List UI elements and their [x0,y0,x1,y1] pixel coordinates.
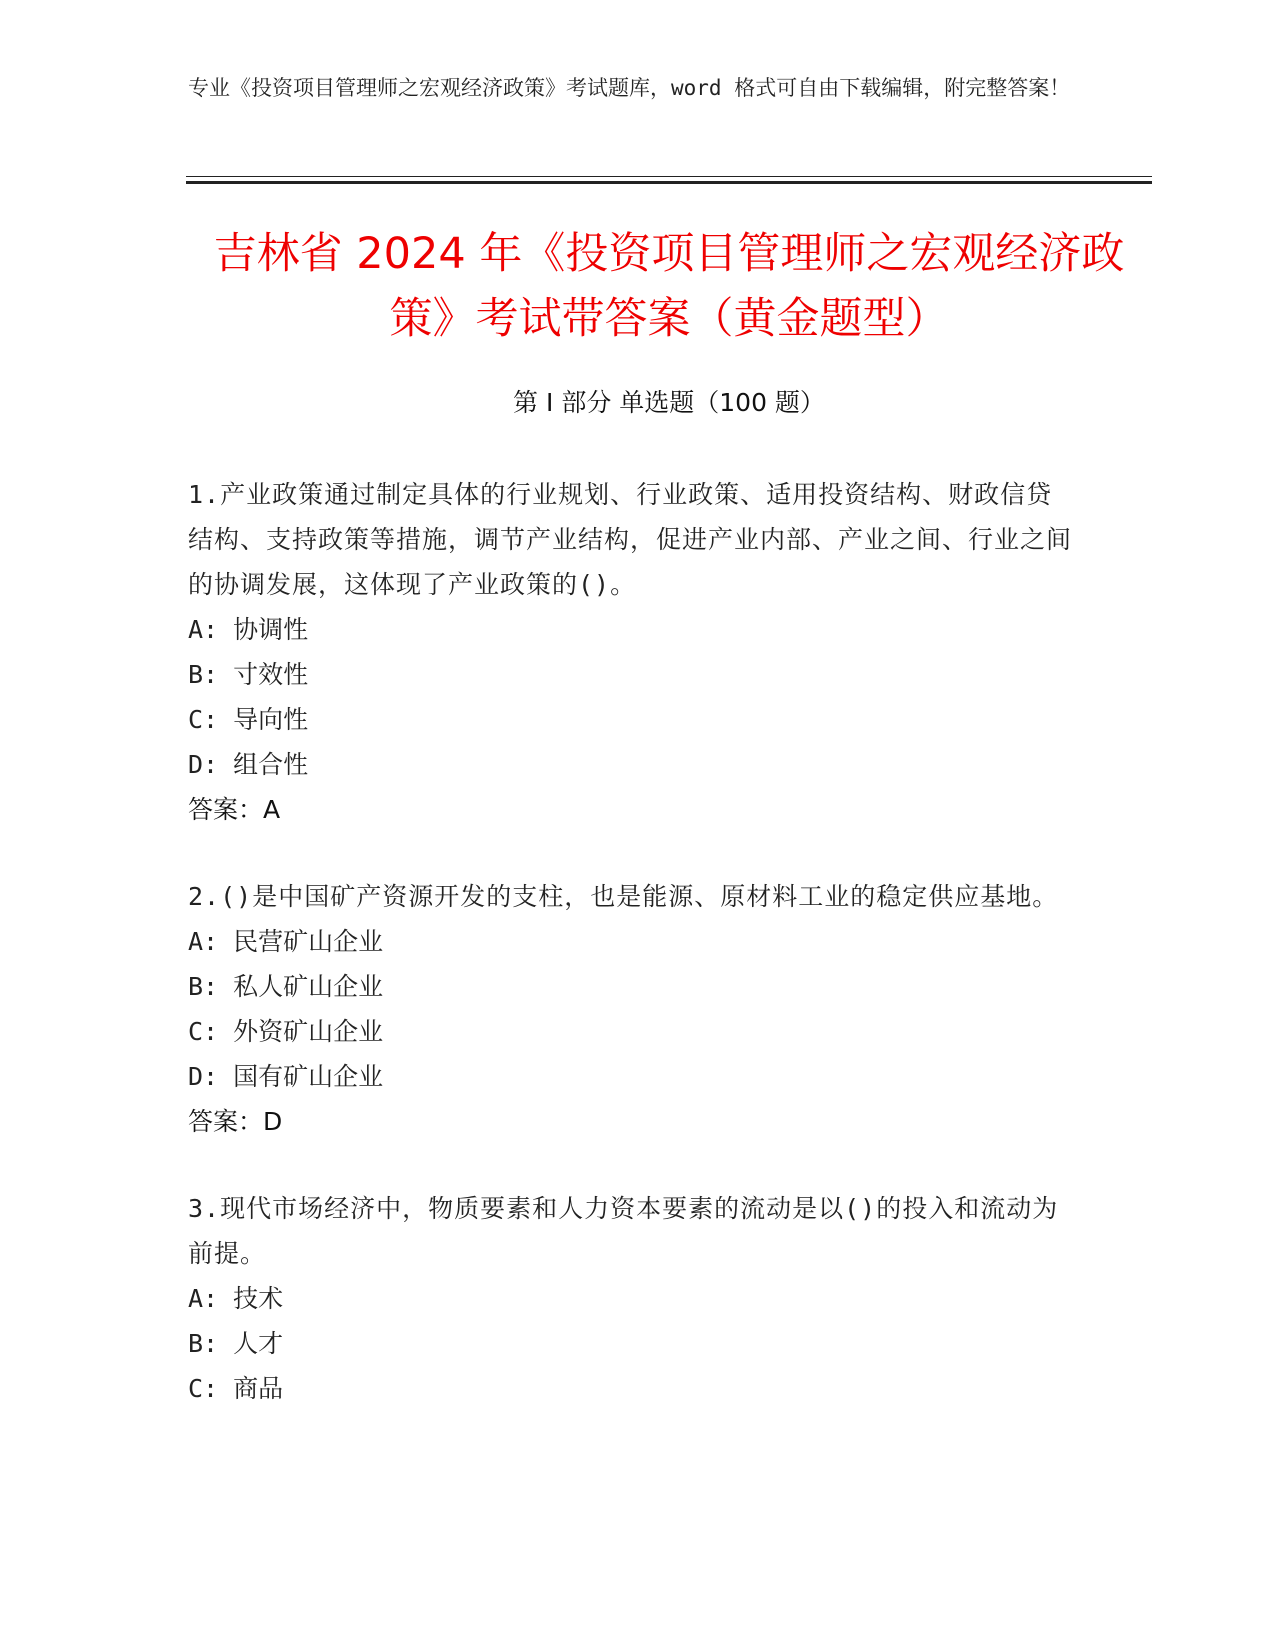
section-title: 第 I 部分 单选题（100 题） [513,388,825,417]
option-d: D: 国有矿山企业 [188,1062,384,1091]
question-2 [188,874,1078,1144]
option-c: C: 外资矿山企业 [188,1017,384,1046]
question-stem: 1.产业政策通过制定具体的行业规划、行业政策、适用投资结构、财政信贷结构、支持政策等措施，调节产业结构，促进产业内部、产业之间、行业之间的协调发展，这体现了产业政策的()。 [188,480,1073,599]
option-d: D: 组合性 [188,750,309,779]
answer-line: 答案：A [188,795,281,824]
option-b: B: 人才 [188,1329,284,1358]
document-title: 吉林省 2024 年《投资项目管理师之宏观经济政策》考试带答案（黄金题型） [213,229,1125,344]
option-c: C: 商品 [188,1374,284,1403]
question-list [188,472,1078,1453]
option-a: A: 技术 [188,1284,284,1313]
question-stem: 2.()是中国矿产资源开发的支柱，也是能源、原材料工业的稳定供应基地。 [188,882,1059,911]
option-a: A: 民营矿山企业 [188,927,384,956]
option-b: B: 寸效性 [188,660,309,689]
header-divider-thick [186,181,1152,184]
header-divider-thin [186,176,1152,177]
option-c: C: 导向性 [188,705,309,734]
question-3 [188,1186,1078,1411]
question-1 [188,472,1078,832]
question-stem: 3.现代市场经济中，物质要素和人力资本要素的流动是以()的投入和流动为前提。 [188,1194,1059,1268]
option-b: B: 私人矿山企业 [188,972,384,1001]
answer-line: 答案：D [188,1107,283,1136]
option-a: A: 协调性 [188,615,309,644]
header-note: 专业《投资项目管理师之宏观经济政策》考试题库，word 格式可自由下载编辑，附完整答案！ [188,76,1071,100]
